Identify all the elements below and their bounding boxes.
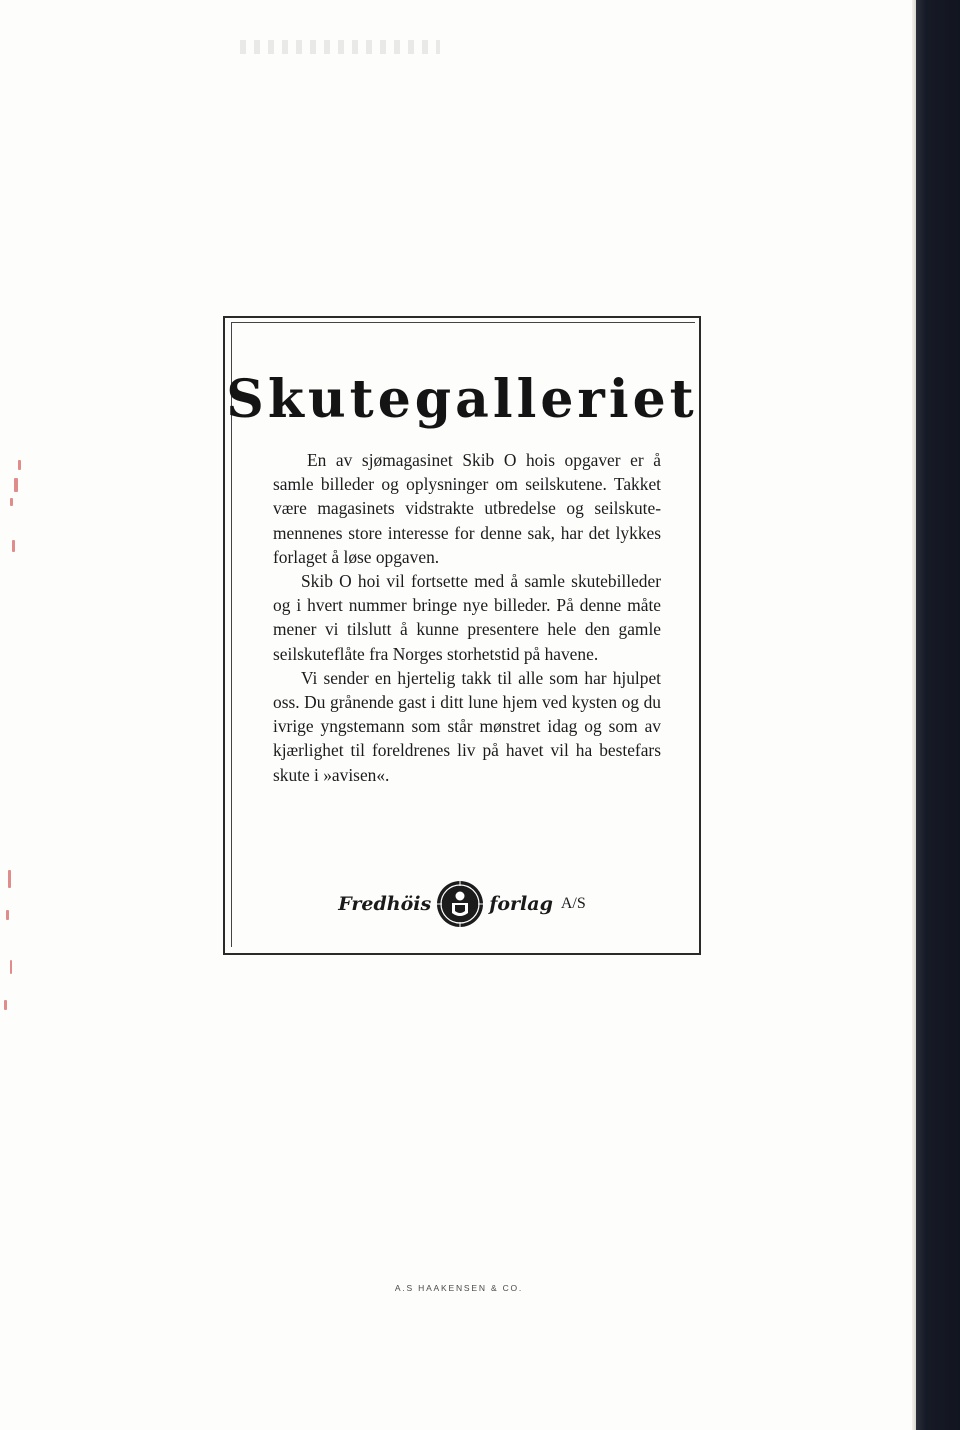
publisher-imprint xyxy=(225,876,699,932)
publisher-name: Fredhöis xyxy=(338,893,432,915)
publisher-emblem-icon xyxy=(435,879,485,929)
page-title: Skutegalleriet xyxy=(226,369,698,430)
publisher-word: forlag xyxy=(489,893,553,915)
bleed-through-marks xyxy=(240,40,440,54)
paragraph-3: Vi sender en hjertelig takk til alle som har hjulpet oss. Du grånende gast i ditt lune hjem ved kysten og du ivrige yngstemann som står mønstret idag og som av kjærlighet til foreldrenes liv på havet vil ha bestefars skute i »avisen«. xyxy=(273,667,661,785)
printer-credit: A.S HAAKENSEN & CO. xyxy=(394,1283,524,1293)
notice-frame xyxy=(223,316,701,955)
paragraph-1: En av sjømagasinet Skib O hois opgaver er å samle billeder og oplysninger om seilskutene. Takket være magasinets vidstrakte utbredelse og seilskute-mennenes store interesse for denne sak, har det lykkes forlaget å løse opgaven. xyxy=(273,450,661,567)
publisher-suffix: A/S xyxy=(560,895,586,912)
edge-stain-marks xyxy=(0,440,30,1060)
body-text xyxy=(273,448,661,787)
book-spine xyxy=(916,0,960,1430)
paragraph-2: Skib O hoi vil fortsette med å samle skutebilleder og i hvert nummer bringe nye billeder. På denne måte mener vi tilslutt å kunne presentere hele den gamle seilskuteflåte fra Norges storhetstid på havene. xyxy=(273,571,661,664)
